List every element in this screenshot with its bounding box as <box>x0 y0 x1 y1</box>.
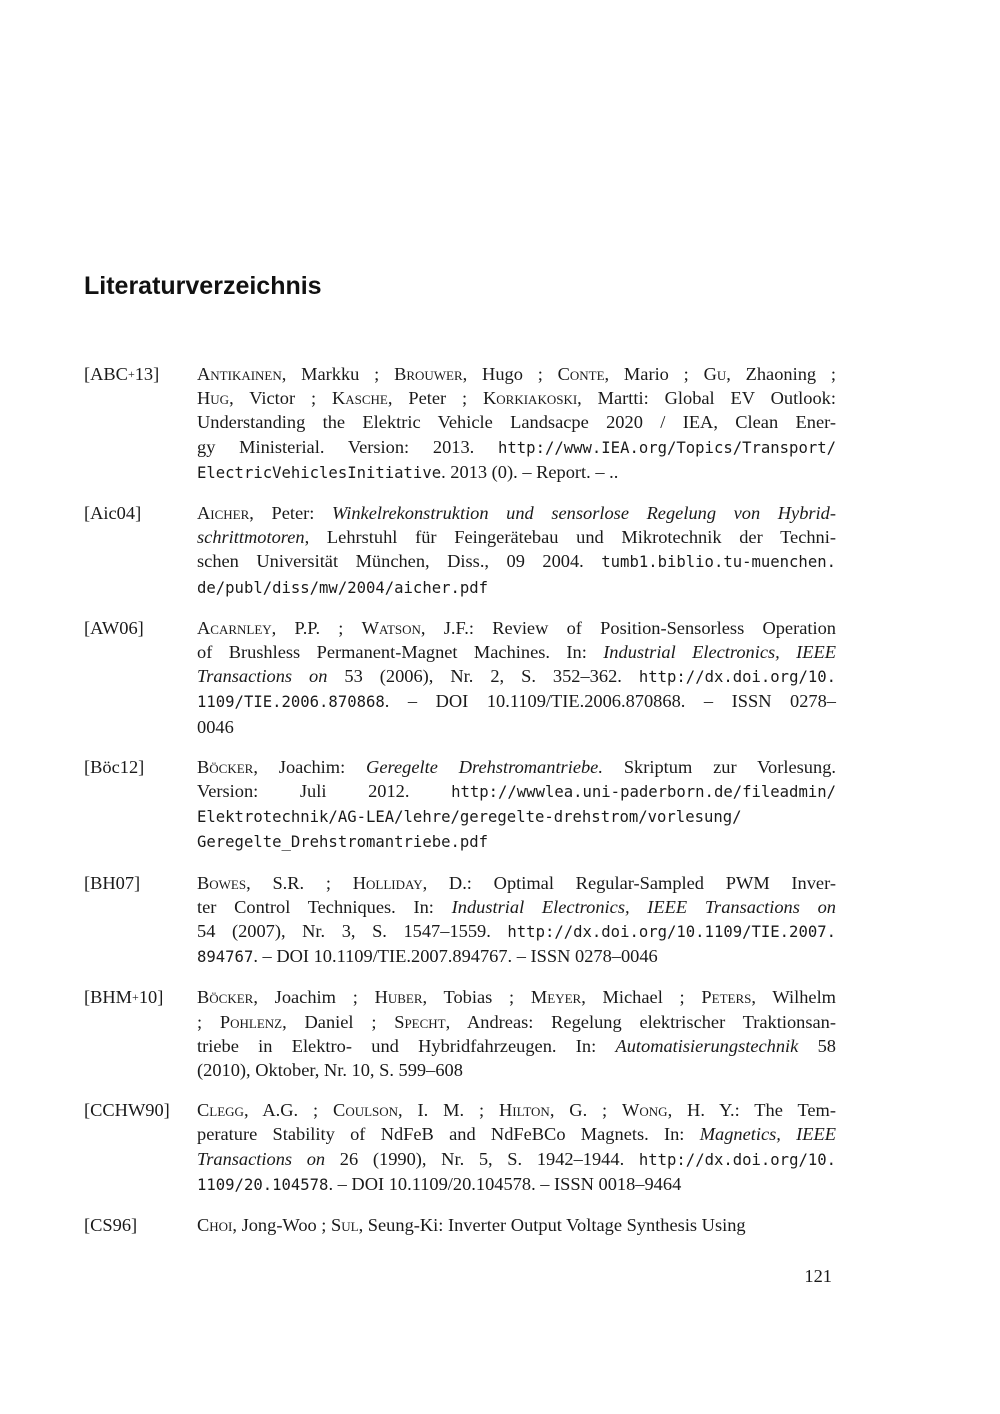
reference-url[interactable]: 1109/TIE.2006.870868 <box>197 693 385 712</box>
author-surname: Huber <box>374 987 423 1008</box>
reference-segment: , D.: Optimal Regular-Sampled PWM Inver- <box>422 872 836 893</box>
reference-segment: 53 (2006), Nr. 2, S. 352–362. <box>327 666 639 687</box>
reference-segment: , Daniel ; <box>282 1011 395 1032</box>
reference-segment: , Zhaoning ; <box>726 364 836 384</box>
reference-segment: . – DOI 10.1109/TIE.2006.870868. – ISSN 0278– <box>384 691 836 712</box>
author-surname: Brouwer <box>394 364 463 384</box>
author-surname: Coulson <box>333 1100 399 1121</box>
reference-segment: . – DOI 10.1109/20.104578. – ISSN 0018–9464 <box>328 1173 682 1194</box>
author-surname: Kasche <box>331 388 388 409</box>
title-italic: Industrial Electronics, IEEE Transactions on <box>451 896 836 917</box>
author-surname: Specht <box>394 1011 446 1032</box>
reference-line <box>197 549 836 574</box>
reference-segment: , Jong-Woo ; <box>232 1215 332 1236</box>
reference-line <box>197 715 836 739</box>
reference-url[interactable]: http://dx.doi.org/10. <box>638 668 837 687</box>
reference-line <box>197 689 836 714</box>
reference-segment: , Andreas: Regelung elektrischer Traktionsan- <box>445 1011 836 1032</box>
reference-segment: perature Stability of NdFeB and NdFeBCo Magnets. In: <box>197 1124 700 1145</box>
author-surname: Hilton <box>498 1100 550 1121</box>
reference-line <box>197 460 836 485</box>
title-italic: Automatisierungstechnik <box>615 1035 799 1056</box>
reference-key: [Aic04] <box>84 503 142 524</box>
page-number: 121 <box>804 1266 832 1286</box>
title-italic: Geregelte Drehstromantriebe. <box>366 756 603 777</box>
reference-line <box>197 1147 836 1172</box>
title-italic: Magnetics, IEEE <box>699 1124 836 1145</box>
author-surname: Aicher <box>197 503 250 524</box>
reference-segment: , A.G. ; <box>243 1100 334 1121</box>
reference-segment: schen Universität München, Diss., 09 2004. <box>197 551 602 572</box>
reference-entry <box>84 501 836 600</box>
author-surname: Hug <box>197 388 230 409</box>
reference-segment: 58 <box>798 1035 836 1056</box>
reference-line <box>197 1098 836 1122</box>
reference-text <box>197 501 836 600</box>
author-surname: Gu <box>703 364 727 384</box>
reference-line <box>197 1213 836 1237</box>
reference-line <box>197 919 836 944</box>
reference-url[interactable]: Elektrotechnik/AG-LEA/lehre/geregelte-drehstrom/vorlesung/ <box>197 808 742 827</box>
reference-segment: 0046 <box>197 716 234 737</box>
reference-line <box>197 664 836 689</box>
reference-text <box>197 985 836 1082</box>
reference-segment: , Victor ; <box>229 388 332 409</box>
reference-key: [AW06] <box>84 617 144 638</box>
reference-line <box>197 871 836 895</box>
reference-line <box>197 435 836 460</box>
reference-key: [CCHW90] <box>84 1100 170 1121</box>
reference-url[interactable]: http://dx.doi.org/10. <box>638 1150 837 1169</box>
reference-segment: , S.R. ; <box>246 872 353 893</box>
reference-segment: triebe in Elektro- und Hybridfahrzeugen. In: <box>197 1035 616 1056</box>
reference-segment: , Peter ; <box>387 388 483 409</box>
author-surname: Conte <box>557 364 605 384</box>
author-surname: Meyer <box>530 987 582 1008</box>
reference-segment: , Michael ; <box>581 987 702 1008</box>
reference-url[interactable]: de/publ/diss/mw/2004/aicher.pdf <box>197 578 489 597</box>
reference-line <box>197 804 836 829</box>
reference-segment: , Joachim: <box>253 756 367 777</box>
reference-segment: ter Control Techniques. In: <box>197 896 452 917</box>
author-surname: Holliday <box>352 872 423 893</box>
title-italic: schrittmotoren <box>197 527 305 548</box>
reference-segment: . 2013 (0). – Report. – .. <box>441 461 619 482</box>
author-surname: Pohlenz <box>219 1011 283 1032</box>
author-surname: Choi <box>197 1215 233 1236</box>
reference-segment: , Martti: Global EV Outlook: <box>577 388 836 409</box>
reference-key: [BH07] <box>84 872 141 893</box>
reference-segment: , Tobias ; <box>422 987 531 1008</box>
author-surname: Wong <box>622 1100 668 1121</box>
reference-line <box>197 525 836 549</box>
author-surname: Peters <box>701 987 752 1008</box>
reference-url[interactable]: http://wwwlea.uni-paderborn.de/fileadmin/ <box>451 783 836 802</box>
reference-line <box>197 944 836 969</box>
reference-entry <box>84 985 836 1082</box>
reference-line <box>197 1034 836 1058</box>
author-surname: Sul <box>331 1215 359 1236</box>
reference-line <box>197 616 836 640</box>
reference-text <box>197 362 836 485</box>
reference-segment: , Markku ; <box>281 364 395 384</box>
author-surname: Korkiakoski <box>483 388 578 409</box>
reference-url[interactable]: tumb1.biblio.tu-muenchen. <box>601 553 836 572</box>
reference-entry <box>84 362 836 485</box>
reference-key: [Böc12] <box>84 756 145 777</box>
author-surname: Böcker <box>197 756 254 777</box>
reference-line <box>197 985 836 1009</box>
reference-segment: , Lehrstuhl für Feingerätebau und Mikrotechnik der Techni- <box>304 527 836 548</box>
title-italic: Winkelrekonstruktion und sensorlose Regelung von Hybrid- <box>331 503 836 524</box>
author-surname: Bowes <box>197 872 247 893</box>
reference-segment: , Wilhelm <box>751 987 836 1008</box>
reference-segment: . – DOI 10.1109/TIE.2007.894767. – ISSN 0278–0046 <box>253 946 658 967</box>
reference-segment: 54 (2007), Nr. 3, S. 1547–1559. <box>197 921 508 942</box>
author-surname: Antikainen <box>197 364 282 384</box>
reference-segment: Understanding the Elektric Vehicle Landsacpe 2020 / IEA, Clean Ener- <box>197 412 836 433</box>
reference-entry <box>84 871 836 970</box>
reference-key: [BHM+10] <box>84 987 164 1008</box>
reference-text <box>197 1098 836 1197</box>
reference-segment: , I. M. ; <box>398 1100 499 1121</box>
reference-line <box>197 362 836 386</box>
reference-segment: Version: Juli 2012. <box>197 781 452 802</box>
reference-line <box>197 1172 836 1197</box>
reference-line <box>197 779 836 804</box>
reference-url[interactable]: 894767 <box>197 948 254 967</box>
reference-url[interactable]: 1109/20.104578 <box>197 1175 329 1194</box>
reference-text <box>197 871 836 970</box>
reference-segment: (2010), Oktober, Nr. 10, S. 599–608 <box>197 1060 463 1081</box>
reference-segment: 26 (1990), Nr. 5, S. 1942–1944. <box>325 1148 639 1169</box>
reference-segment: , G. ; <box>549 1100 623 1121</box>
reference-segment: , Mario ; <box>604 364 704 384</box>
reference-line <box>197 386 836 410</box>
reference-line <box>197 640 836 664</box>
title-italic: Industrial Electronics, IEEE <box>603 642 836 663</box>
reference-segment: , Seung-Ki: Inverter Output Voltage Synthesis Using <box>358 1215 746 1236</box>
reference-text <box>197 616 836 739</box>
bibliography-list <box>84 362 836 1253</box>
reference-key: [CS96] <box>84 1215 138 1236</box>
reference-line <box>197 501 836 525</box>
reference-url[interactable]: ElectricVehiclesInitiative <box>197 463 442 482</box>
reference-entry <box>84 616 836 739</box>
reference-segment: , H. Y.: The Tem- <box>667 1100 836 1121</box>
reference-line <box>197 1010 836 1034</box>
reference-line <box>197 755 836 779</box>
reference-line <box>197 829 836 854</box>
reference-line <box>197 1122 836 1146</box>
reference-line <box>197 575 836 600</box>
reference-text <box>197 1213 836 1237</box>
title-italic: Transactions on <box>197 666 328 687</box>
reference-entry <box>84 1213 836 1237</box>
reference-entry <box>84 1098 836 1197</box>
reference-line <box>197 410 836 434</box>
reference-segment: ; <box>197 1011 220 1032</box>
reference-segment: , P.P. ; <box>271 617 362 638</box>
reference-segment: , Hugo ; <box>462 364 558 384</box>
reference-segment: , J.F.: Review of Position-Sensorless Operation <box>420 617 836 638</box>
reference-segment: , Joachim ; <box>253 987 375 1008</box>
reference-segment: of Brushless Permanent-Magnet Machines. In: <box>197 642 604 663</box>
reference-url[interactable]: http://www.IEA.org/Topics/Transport/ <box>498 438 836 457</box>
reference-key: [ABC+13] <box>84 364 160 384</box>
title-italic: Transactions on <box>197 1148 326 1169</box>
reference-text <box>197 755 836 855</box>
reference-segment: Skriptum zur Vorlesung. <box>602 756 836 777</box>
author-surname: Böcker <box>197 987 254 1008</box>
reference-url[interactable]: http://dx.doi.org/10.1109/TIE.2007. <box>507 923 836 942</box>
page-heading: Literaturverzeichnis <box>84 272 322 300</box>
reference-entry <box>84 755 836 855</box>
author-surname: Acarnley <box>197 617 272 638</box>
reference-segment: , Peter: <box>249 503 332 524</box>
reference-url[interactable]: Geregelte_Drehstromantriebe.pdf <box>197 833 489 852</box>
reference-segment: gy Ministerial. Version: 2013. <box>197 436 499 457</box>
author-surname: Clegg <box>197 1100 244 1121</box>
reference-line <box>197 1058 836 1082</box>
reference-line <box>197 895 836 919</box>
author-surname: Watson <box>361 617 421 638</box>
